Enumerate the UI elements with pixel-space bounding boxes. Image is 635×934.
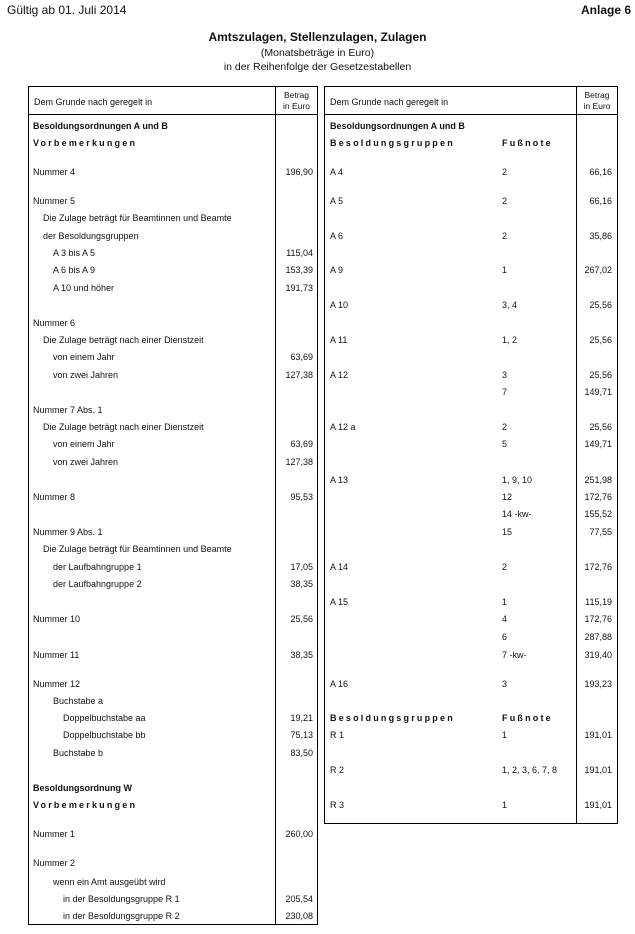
row-label: der Laufbahngruppe 2 [53, 579, 142, 589]
row-amount: 205,54 [285, 894, 313, 904]
row-amount: 77,55 [589, 527, 612, 537]
row-footnote: 7 [502, 387, 508, 397]
row-amount: 115,04 [286, 248, 313, 258]
header-divider [29, 114, 317, 115]
row-footnote: 1, 9, 10 [502, 475, 533, 485]
row-label: Nummer 6 [33, 318, 76, 328]
row-group: Besoldungsgruppen [330, 138, 455, 148]
row-label: Nummer 8 [33, 492, 76, 502]
row-amount: 149,71 [584, 439, 612, 449]
row-amount: 230,08 [285, 911, 313, 921]
row-group: R 1 [330, 730, 345, 740]
row-amount: 66,16 [589, 196, 612, 206]
row-label: Doppelbuchstabe bb [63, 730, 146, 740]
row-footnote: 2 [502, 422, 508, 432]
row-label: Buchstabe b [53, 748, 104, 758]
row-amount: 38,35 [290, 579, 313, 589]
row-label: von zwei Jahren [53, 457, 119, 467]
row-footnote: 2 [502, 231, 508, 241]
row-label: Nummer 11 [33, 650, 80, 660]
row-amount: 63,69 [290, 352, 313, 362]
row-label: Die Zulage beträgt nach einer Dienstzeit [43, 335, 204, 345]
column-header-basis: Dem Grunde nach geregelt in [330, 97, 449, 107]
amount-header-line2: in Euro [583, 101, 611, 111]
row-amount: 172,76 [584, 492, 612, 502]
row-label: Nummer 7 Abs. 1 [33, 405, 103, 415]
row-label: der Laufbahngruppe 1 [53, 562, 142, 572]
row-group: R 3 [330, 800, 345, 810]
amount-header-line1: Betrag [584, 90, 610, 100]
row-label: Nummer 9 Abs. 1 [33, 527, 103, 537]
row-footnote: 14 -kw- [502, 509, 532, 519]
row-amount: 251,98 [584, 475, 612, 485]
row-amount: 75,13 [290, 730, 313, 740]
row-amount: 66,16 [589, 167, 612, 177]
row-amount: 149,71 [584, 387, 612, 397]
row-label: Nummer 2 [33, 858, 76, 868]
amount-header-line1: Betrag [283, 90, 310, 100]
row-footnote: 12 [502, 492, 513, 502]
row-label: Die Zulage beträgt für Beamtinnen und Beamte [43, 544, 232, 554]
row-label: Nummer 4 [33, 167, 76, 177]
row-label: in der Besoldungsgruppe R 2 [63, 911, 180, 921]
row-footnote: 1 [502, 730, 508, 740]
row-label: Doppelbuchstabe aa [63, 713, 146, 723]
row-amount: 172,76 [584, 614, 612, 624]
row-amount: 127,38 [285, 457, 313, 467]
row-amount: 155,52 [584, 509, 612, 519]
row-amount: 95,53 [290, 492, 313, 502]
column-divider [275, 87, 276, 924]
row-label: Die Zulage beträgt nach einer Dienstzeit [43, 422, 204, 432]
header-divider [325, 114, 617, 115]
row-footnote: 3, 4 [502, 300, 518, 310]
row-footnote: 4 [502, 614, 508, 624]
row-footnote: 15 [502, 527, 513, 537]
row-label: Besoldungsordnungen A und B [33, 121, 168, 131]
row-amount: 25,56 [589, 422, 612, 432]
row-group: R 2 [330, 765, 345, 775]
row-label: Nummer 1 [33, 829, 76, 839]
column-header-amount [276, 90, 317, 112]
row-label: Nummer 12 [33, 679, 81, 689]
row-group: A 10 [330, 300, 349, 310]
row-amount: 193,23 [584, 679, 612, 689]
row-label: in der Besoldungsgruppe R 1 [63, 894, 180, 904]
row-amount: 19,21 [290, 713, 313, 723]
document-title: Amtszulagen, Stellenzulagen, Zulagen [208, 30, 427, 44]
row-group: A 9 [330, 265, 344, 275]
row-label: Die Zulage beträgt für Beamtinnen und Beamte [43, 213, 232, 223]
document-subtitle: (Monatsbeträge in Euro) [260, 47, 375, 59]
row-label: der Besoldungsgruppen [43, 231, 139, 241]
row-amount: 287,88 [584, 632, 612, 642]
row-label: A 3 bis A 5 [53, 248, 96, 258]
row-label: von einem Jahr [53, 352, 115, 362]
row-amount: 172,76 [584, 562, 612, 572]
row-amount: 25,56 [589, 300, 612, 310]
document-subtitle-order: in der Reihenfolge der Gesetzestabellen [223, 61, 412, 73]
row-group: A 5 [330, 196, 344, 206]
row-footnote: Fußnote [502, 138, 553, 148]
row-amount: 191,73 [285, 283, 313, 293]
row-amount: 153,39 [285, 265, 313, 275]
row-amount: 38,35 [290, 650, 313, 660]
row-footnote: 2 [502, 196, 508, 206]
amount-header-line2: in Euro [283, 101, 310, 111]
row-amount: 191,01 [584, 730, 612, 740]
row-label: A 10 und höher [53, 283, 115, 293]
row-footnote: Fußnote [502, 713, 553, 723]
row-amount: 260,00 [285, 829, 313, 839]
row-group: A 6 [330, 231, 344, 241]
row-footnote: 1 [502, 597, 508, 607]
row-amount: 35,86 [589, 231, 612, 241]
row-footnote: 1 [502, 265, 508, 275]
row-amount: 319,40 [584, 650, 612, 660]
row-label: Nummer 10 [33, 614, 81, 624]
column-header-amount [577, 90, 617, 112]
row-label: Buchstabe a [53, 696, 104, 706]
row-amount: 63,69 [290, 439, 313, 449]
row-label: wenn ein Amt ausgeübt wird [53, 877, 166, 887]
row-amount: 127,38 [285, 370, 313, 380]
row-amount: 17,05 [290, 562, 313, 572]
row-footnote: 3 [502, 370, 508, 380]
row-footnote: 3 [502, 679, 508, 689]
row-group: A 14 [330, 562, 349, 572]
row-label: von einem Jahr [53, 439, 115, 449]
column-header-basis: Dem Grunde nach geregelt in [34, 97, 153, 107]
row-group: Besoldungsgruppen [330, 713, 455, 723]
row-label: von zwei Jahren [53, 370, 119, 380]
row-label: Besoldungsordnung W [33, 783, 132, 793]
row-footnote: 6 [502, 632, 508, 642]
row-amount: 196,90 [285, 167, 313, 177]
row-footnote: 1 [502, 800, 508, 810]
row-label: Nummer 5 [33, 196, 76, 206]
row-amount: 83,50 [290, 748, 313, 758]
row-footnote: 1, 2 [502, 335, 518, 345]
row-amount: 267,02 [584, 265, 612, 275]
row-amount: 25,56 [290, 614, 313, 624]
row-label: A 6 bis A 9 [53, 265, 96, 275]
row-group: A 13 [330, 475, 349, 485]
row-label: Vorbemerkungen [33, 800, 138, 810]
row-amount: 191,01 [584, 765, 612, 775]
row-amount: 25,56 [589, 335, 612, 345]
row-footnote: 7 -kw- [502, 650, 527, 660]
row-group: A 4 [330, 167, 344, 177]
annex-label: Anlage 6 [580, 3, 631, 17]
row-group: Besoldungsordnungen A und B [330, 121, 465, 131]
row-group: A 15 [330, 597, 349, 607]
row-footnote: 2 [502, 562, 508, 572]
validity-date: Gültig ab 01. Juli 2014 [7, 3, 127, 17]
row-footnote: 2 [502, 167, 508, 177]
row-label: Vorbemerkungen [33, 138, 138, 148]
row-group: A 16 [330, 679, 349, 689]
row-amount: 25,56 [589, 370, 612, 380]
row-footnote: 1, 2, 3, 6, 7, 8 [502, 765, 558, 775]
row-group: A 12 a [330, 422, 356, 432]
row-group: A 11 [330, 335, 348, 345]
row-amount: 115,19 [585, 597, 612, 607]
row-footnote: 5 [502, 439, 508, 449]
row-amount: 191,01 [584, 800, 612, 810]
row-group: A 12 [330, 370, 349, 380]
